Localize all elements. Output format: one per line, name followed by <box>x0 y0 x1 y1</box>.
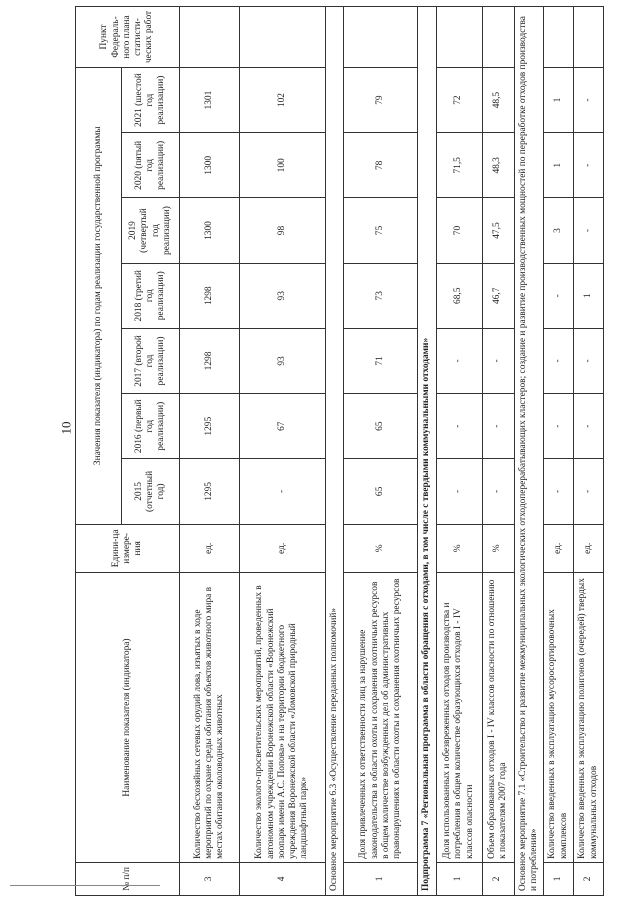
row-value: 1 <box>544 67 574 132</box>
header-year: 2015 (отчетный год) <box>122 459 180 524</box>
row-value: 71 <box>344 328 418 393</box>
row-value: - <box>544 459 574 524</box>
table-row <box>436 7 482 896</box>
row-value: 1298 <box>180 263 240 328</box>
header-values: Значения показателя (индикатора) по годам реализации государственной программы <box>76 67 122 524</box>
row-value: 65 <box>344 459 418 524</box>
row-value: - <box>574 394 604 459</box>
row-value: 46,7 <box>482 263 514 328</box>
table-row <box>574 7 604 896</box>
row-unit: % <box>436 524 482 573</box>
row-value: - <box>574 198 604 263</box>
row-value: - <box>436 328 482 393</box>
row-value: 1295 <box>180 459 240 524</box>
row-value: - <box>574 328 604 393</box>
header-year: 2020 (пятый год реализации) <box>122 133 180 198</box>
header-year: 2017 (второй год реализации) <box>122 328 180 393</box>
row-unit: ед. <box>574 524 604 573</box>
header-num: № п/п <box>76 862 180 895</box>
table-row <box>344 7 418 896</box>
row-fed <box>482 7 514 68</box>
header-unit: Едини-ца измере-ния <box>76 524 180 573</box>
row-unit: % <box>344 524 418 573</box>
row-value: 71,5 <box>436 133 482 198</box>
header-year: 2021 (шестой год реализации) <box>122 67 180 132</box>
row-fed <box>436 7 482 68</box>
row-unit: % <box>482 524 514 573</box>
row-value: 98 <box>240 198 326 263</box>
page-number: 10 <box>58 421 74 435</box>
table-row <box>180 7 240 896</box>
table-row <box>544 7 574 896</box>
row-unit: ед. <box>180 524 240 573</box>
row-value: - <box>240 459 326 524</box>
row-value: 100 <box>240 133 326 198</box>
row-value: 48,5 <box>482 67 514 132</box>
row-value: 67 <box>240 394 326 459</box>
row-name: Количество введенных в эксплуатацию полигонов (очередей) твердых коммунальных отходов <box>574 573 604 863</box>
row-value: - <box>544 328 574 393</box>
header-fed: Пункт Федераль-ного плана статисти-ческих работ <box>76 7 180 68</box>
row-name: Количество бесхозяйных сетевых орудий лова, изъятых в ходе мероприятий по охране среды обитания объектов животного мира в местах обитания околоводных животных <box>180 573 240 863</box>
row-num: 2 <box>574 862 604 895</box>
row-value: 1 <box>544 133 574 198</box>
row-value: 72 <box>436 67 482 132</box>
indicators-table <box>75 6 604 896</box>
header-year: 2018 (третий год реализации) <box>122 263 180 328</box>
section-row <box>514 7 544 896</box>
row-value: 1295 <box>180 394 240 459</box>
row-num: 1 <box>436 862 482 895</box>
section-row <box>326 7 344 896</box>
row-value: - <box>574 459 604 524</box>
row-value: 93 <box>240 263 326 328</box>
row-num: 2 <box>482 862 514 895</box>
row-value: 47,5 <box>482 198 514 263</box>
header-year: 2016 (первый год реализации) <box>122 394 180 459</box>
row-fed <box>544 7 574 68</box>
row-num: 1 <box>544 862 574 895</box>
row-value: 79 <box>344 67 418 132</box>
row-name: Объем образованных отходов I - IV классов опасности по отношению к показателям 2007 года <box>482 573 514 863</box>
row-name: Доля привлеченных к ответственности лиц за нарушение законодательства в области охоты и сохранения охотничьих ресурсов в общем количестве возбужденных дел об административных правонарушениях в области охоты и сохранения охотничьих ресурсов <box>344 573 418 863</box>
row-fed <box>344 7 418 68</box>
row-value: - <box>436 394 482 459</box>
row-name: Количество введенных в эксплуатацию мусоросортировочных комплексов <box>544 573 574 863</box>
row-value: 1300 <box>180 198 240 263</box>
row-fed <box>574 7 604 68</box>
row-value: 73 <box>344 263 418 328</box>
row-name: Доля использованных и обезвреженных отходов производства и потребления в общем количестве образующихся отходов I - IV классов опасности <box>436 573 482 863</box>
row-value: 3 <box>544 198 574 263</box>
row-value: - <box>574 67 604 132</box>
row-value: 93 <box>240 328 326 393</box>
row-value: 102 <box>240 67 326 132</box>
row-value: - <box>482 394 514 459</box>
row-unit: ед. <box>240 524 326 573</box>
table-row <box>482 7 514 896</box>
row-num: 4 <box>240 862 326 895</box>
rotated-table-container <box>75 6 633 896</box>
row-num: 1 <box>344 862 418 895</box>
header-year: 2019 (четвертый год реализации) <box>122 198 180 263</box>
row-value: 1 <box>574 263 604 328</box>
header-name: Наименование показателя (индикатора) <box>76 573 180 863</box>
row-value: - <box>482 459 514 524</box>
row-value: - <box>482 328 514 393</box>
section-title: Подпрограмма 7 «Региональная программа в области обращения с отходами, в том числе с твердыми коммунальными отходами» <box>418 7 436 896</box>
row-name: Количество эколого-просветительских мероприятий, проведенных в автономном учреждении Воронежской области «Воронежский зоопарк имени А.С. Попова» и на территории бюджетного учреждения Воронежской области «Ломовской природный ландшафтный парк» <box>240 573 326 863</box>
page-bottom-divider <box>10 885 160 886</box>
section-title: Основное мероприятие 6.3 «Осуществление переданных полномочий» <box>326 7 344 896</box>
row-value: - <box>436 459 482 524</box>
row-value: 1300 <box>180 133 240 198</box>
row-value: 70 <box>436 198 482 263</box>
section-title: Основное мероприятие 7.1 «Строительство и развитие межмуниципальных экологических отходоперерабатывающих кластеров; создание и развитие производственных мощностей по переработке отходов производства и потребления» <box>514 7 544 896</box>
row-fed <box>180 7 240 68</box>
row-fed <box>240 7 326 68</box>
row-num: 3 <box>180 862 240 895</box>
row-value: 48,3 <box>482 133 514 198</box>
row-value: - <box>574 133 604 198</box>
row-value: - <box>544 263 574 328</box>
row-value: 1298 <box>180 328 240 393</box>
row-value: - <box>544 394 574 459</box>
row-value: 1301 <box>180 67 240 132</box>
row-value: 78 <box>344 133 418 198</box>
table-row <box>240 7 326 896</box>
row-value: 75 <box>344 198 418 263</box>
row-value: 65 <box>344 394 418 459</box>
row-unit: ед. <box>544 524 574 573</box>
row-value: 68,5 <box>436 263 482 328</box>
section-row <box>418 7 436 896</box>
